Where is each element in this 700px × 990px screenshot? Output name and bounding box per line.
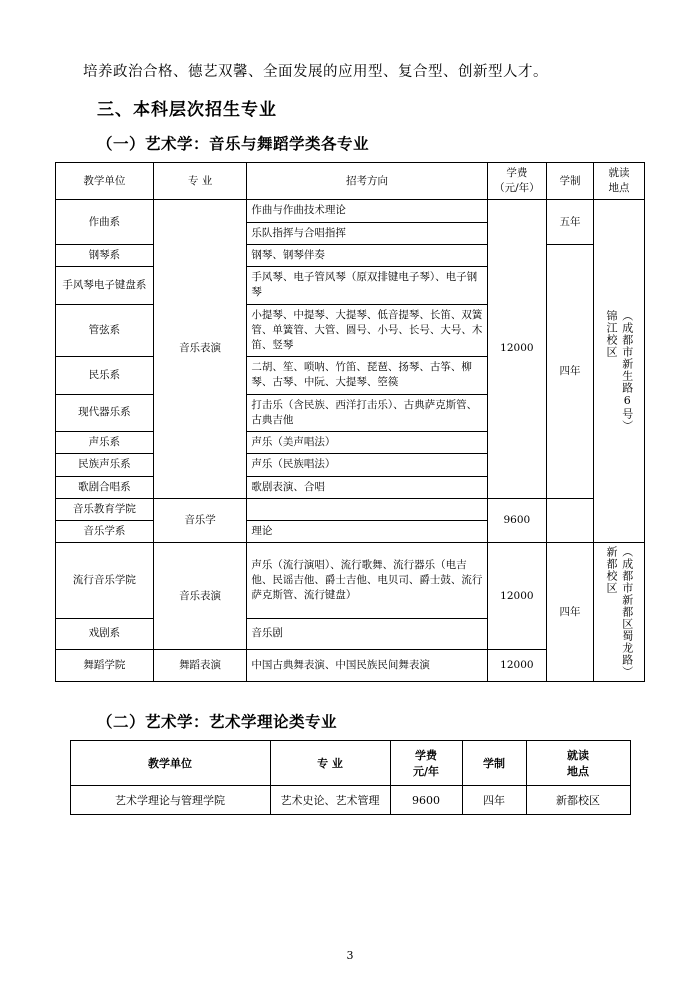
- header-direction: 招考方向: [247, 163, 487, 200]
- cell-unit: 歌剧合唱系: [56, 476, 154, 498]
- header-place-line2: 地点: [608, 182, 630, 195]
- cell-direction: 作曲与作曲技术理论: [247, 200, 487, 222]
- cell-unit: 音乐学系: [56, 520, 154, 542]
- cell-unit: 艺术学理论与管理学院: [70, 786, 270, 815]
- header-years: 学制: [462, 741, 526, 786]
- cell-direction: 理论: [247, 520, 487, 542]
- cell-direction: 二胡、笙、唢呐、竹笛、琵琶、扬琴、古筝、柳琴、古琴、中阮、大提琴、箜篌: [247, 357, 487, 394]
- cell-major-music-performance: 音乐表演: [153, 200, 247, 498]
- cell-unit: 管弦系: [56, 304, 154, 357]
- header-major: 专 业: [270, 741, 390, 786]
- cell-campus-jinjiang: [593, 200, 644, 543]
- subsection-heading-2: （二）艺术学：艺术学理论类专业: [97, 712, 338, 732]
- majors-table-art-theory: [70, 740, 631, 815]
- table-row: [56, 543, 645, 618]
- table-row: [56, 244, 645, 266]
- cell-campus-xindu: [593, 543, 644, 682]
- cell-direction: 音乐剧: [247, 618, 487, 650]
- page-number: 3: [346, 949, 354, 962]
- cell-direction: 手风琴、电子管风琴（原双排键电子琴）、电子钢琴: [247, 267, 487, 304]
- cell-direction: 声乐（美声唱法）: [247, 432, 487, 454]
- cell-unit: 作曲系: [56, 200, 154, 244]
- table2-header-row: [70, 741, 630, 786]
- cell-major-musicology: 音乐学: [153, 498, 247, 542]
- cell-years-four-2: 四年: [547, 543, 594, 682]
- cell-direction: 声乐（民族唱法）: [247, 454, 487, 476]
- cell-unit: 民族声乐系: [56, 454, 154, 476]
- table-header-row: [56, 163, 645, 200]
- cell-unit: 音乐教育学院: [56, 498, 154, 520]
- header-fee-line1: 学费: [415, 749, 437, 763]
- header-years: 学制: [547, 163, 594, 200]
- cell-fee: 9600: [390, 786, 462, 815]
- cell-major-dance: 舞蹈表演: [153, 650, 247, 682]
- header-unit: 教学单位: [70, 741, 270, 786]
- cell-fee: 12000: [487, 543, 547, 650]
- header-major: 专 业: [153, 163, 247, 200]
- cell-years-five: 五年: [547, 200, 594, 244]
- cell-unit: 钢琴系: [56, 244, 154, 266]
- header-fee-line2: 元/年: [412, 765, 440, 779]
- header-place: [526, 741, 630, 786]
- cell-unit: 手风琴电子键盘系: [56, 267, 154, 304]
- cell-fee: 12000: [487, 650, 547, 682]
- campus-jinjiang-name: 锦江校区: [604, 310, 618, 359]
- campus-xindu-name: 新都校区: [604, 546, 618, 595]
- cell-years-four: 四年: [547, 244, 594, 498]
- cell-direction: 钢琴、钢琴伴奏: [247, 244, 487, 266]
- table-row: [56, 200, 645, 222]
- cell-major: 艺术史论、艺术管理: [270, 786, 390, 815]
- cell-direction: 小提琴、中提琴、大提琴、低音提琴、长笛、双簧管、单簧管、大管、圆号、小号、长号、大号、木笛、竖琴: [247, 304, 487, 357]
- cell-unit: 民乐系: [56, 357, 154, 394]
- cell-direction: 乐队指挥与合唱指挥: [247, 222, 487, 244]
- cell-fee: 12000: [487, 200, 547, 498]
- table-row: [70, 786, 630, 815]
- header-fee-line2: （元/年）: [494, 182, 540, 195]
- cell-direction: [247, 498, 487, 520]
- cell-unit: 戏剧系: [56, 618, 154, 650]
- cell-years: 四年: [462, 786, 526, 815]
- cell-direction: 歌剧表演、合唱: [247, 476, 487, 498]
- cell-unit: 舞蹈学院: [56, 650, 154, 682]
- cell-unit: 现代器乐系: [56, 394, 154, 431]
- header-fee: [487, 163, 547, 200]
- header-unit: 教学单位: [56, 163, 154, 200]
- majors-table-music-dance: [55, 162, 645, 682]
- cell-direction: 打击乐（含民族、西洋打击乐）、古典萨克斯管、古典吉他: [247, 394, 487, 431]
- cell-unit: 声乐系: [56, 432, 154, 454]
- cell-major-music-performance-2: 音乐表演: [153, 543, 247, 650]
- cell-fee: 9600: [487, 498, 547, 542]
- header-place: [593, 163, 644, 200]
- campus-xindu-address: （成都市新都区蜀龙路）: [620, 546, 634, 679]
- subsection-heading-1: （一）艺术学：音乐与舞蹈学类各专业: [97, 134, 370, 153]
- section-heading: 三、本科层次招生专业: [97, 100, 277, 120]
- header-place-line1: 就读: [567, 749, 589, 763]
- cell-years-blank: [547, 498, 594, 542]
- cell-direction: 中国古典舞表演、中国民族民间舞表演: [247, 650, 487, 682]
- campus-jinjiang-address: （成都市新生路6号）: [620, 310, 634, 433]
- header-fee-line1: 学费: [506, 167, 528, 179]
- cell-unit: 流行音乐学院: [56, 543, 154, 618]
- intro-paragraph: 培养政治合格、德艺双馨、全面发展的应用型、复合型、创新型人才。: [83, 64, 548, 80]
- header-place-line1: 就读: [608, 167, 630, 179]
- table-row: [56, 498, 645, 520]
- header-fee: [390, 741, 462, 786]
- cell-direction: 声乐（流行演唱）、流行歌舞、流行器乐（电吉他、民谣吉他、爵士吉他、电贝司、爵士鼓、流行萨克斯管、流行键盘）: [247, 543, 487, 618]
- cell-place: 新都校区: [526, 786, 630, 815]
- header-place-line2: 地点: [567, 765, 589, 779]
